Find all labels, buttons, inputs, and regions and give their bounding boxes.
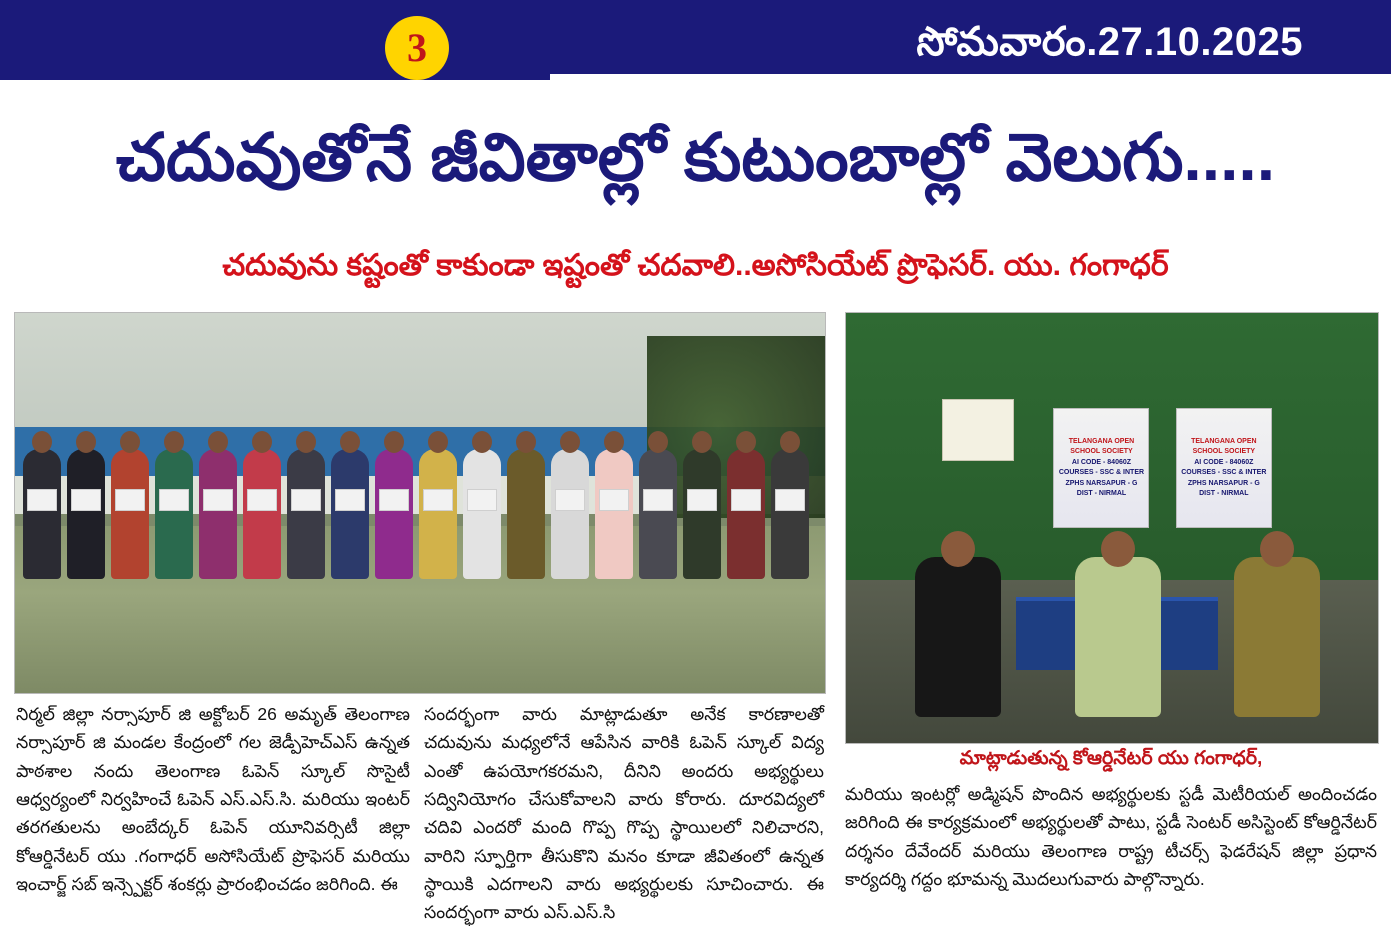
main-headline: చదువుతోనే జీవితాల్లో కుటుంబాల్లో వెలుగు..... bbox=[115, 120, 1276, 194]
book bbox=[71, 489, 101, 511]
top-bar-accent-line bbox=[550, 74, 1391, 80]
book bbox=[467, 489, 497, 511]
person bbox=[243, 449, 281, 579]
top-bar-underline bbox=[0, 80, 1391, 84]
person bbox=[111, 449, 149, 579]
seated-man-left bbox=[915, 557, 1001, 717]
book bbox=[379, 489, 409, 511]
speaker-photo-coordinator bbox=[845, 312, 1379, 744]
book bbox=[27, 489, 57, 511]
book bbox=[335, 489, 365, 511]
group-photo-students-receiving-books bbox=[14, 312, 826, 694]
book bbox=[423, 489, 453, 511]
person bbox=[595, 449, 633, 579]
wall-notice bbox=[942, 399, 1014, 461]
person bbox=[375, 449, 413, 579]
police-officer bbox=[507, 449, 545, 579]
article-column-3-text: మరియు ఇంటర్లో అడ్మిషన్ పొందిన అభ్యర్థులకు స్టడీ మెటీరియల్ అందించడం జరిగింది ఈ కార్యక్రమంలో అభ్యర్థులతో పాటు, స్టడీ సెంటర్ అసిస్టెంట్ కోఆర్డినేటర్ దర్శనం దేవేందర్ మరియు తెలంగాణ రాష్ట్ర టీచర్స్ ఫెడరేషన్ జిల్లా ప్రధాన కార్యదర్శి గద్దం భూమన్న మొదలుగువారు పాల్గొన్నారు. bbox=[845, 784, 1377, 890]
article-column-1 bbox=[16, 700, 410, 898]
publication-date: సోమవారం.27.10.2025 bbox=[916, 20, 1303, 64]
book bbox=[731, 489, 761, 511]
person bbox=[639, 449, 677, 579]
book bbox=[599, 489, 629, 511]
person bbox=[155, 449, 193, 579]
person bbox=[551, 449, 589, 579]
person bbox=[23, 449, 61, 579]
person bbox=[771, 449, 809, 579]
newspaper-top-bar bbox=[0, 0, 1391, 80]
person bbox=[67, 449, 105, 579]
book bbox=[555, 489, 585, 511]
page-number-badge: 3 bbox=[385, 16, 449, 80]
book bbox=[115, 489, 145, 511]
book bbox=[159, 489, 189, 511]
banner-left: TELANGANA OPEN SCHOOL SOCIETY AI CODE - 84060Z COURSES - SSC & INTER ZPHS NARSAPUR - G DIST - NIRMAL bbox=[1053, 408, 1149, 528]
book bbox=[643, 489, 673, 511]
article-column-3 bbox=[845, 780, 1377, 893]
person bbox=[683, 449, 721, 579]
book bbox=[203, 489, 233, 511]
photo-caption-right: మాట్లాడుతున్న కోఆర్డినేటర్ యు గంగాధర్, bbox=[959, 748, 1263, 769]
speaker-coordinator bbox=[1075, 557, 1161, 717]
seated-police-officer bbox=[1234, 557, 1320, 717]
person bbox=[287, 449, 325, 579]
banner-right: TELANGANA OPEN SCHOOL SOCIETY AI CODE - 84060Z COURSES - SSC & INTER ZPHS NARSAPUR - G DIST - NIRMAL bbox=[1176, 408, 1272, 528]
article-column-2-text: సందర్భంగా వారు మాట్లాడుతూ అనేక కారణాలతో చదువును మధ్యలోనే ఆపేసిన వారికి ఓపెన్ స్కూల్ విద్య ఎంతో ఉపయోగకరమని, దీనిని అందరు అభ్యర్థులు సద్వినియోగం చేసుకోవాలని వారు కోరారు. దూరవిద్యలో చదివి ఎందరో మంది గొప్ప గొప్ప స్థాయిలలో నిలిచారని, వారిని స్ఫూర్తిగా తీసుకొని మనం కూడా జీవితంలో ఉన్నత స్థాయికి ఎదగాలని వారు అభ్యర్థులకు సూచించారు. ఈ సందర్భంగా వారు ఎస్.ఎస్.సి bbox=[424, 704, 824, 923]
article-column-1-text: నిర్మల్ జిల్లా నర్సాపూర్ జి అక్టోబర్ 26 అమృత్ తెలంగాణ నర్సాపూర్ జి మండల కేంద్రంలో గల జెడ్పీహెచ్ఎస్ ఉన్నత పాఠశాల నందు తెలంగాణ ఓపెన్ స్కూల్ సొసైటీ ఆధ్వర్యంలో నిర్వహించే ఓపెన్ ఎస్.ఎస్.సి. మరియు ఇంటర్ తరగతులను అంబేద్కర్ ఓపెన్ యూనివర్సిటీ జిల్లా కోఆర్డినేటర్ యు .గంగాధర్ అసోసియేట్ ప్రొఫెసర్ మరియు ఇంచార్జ్ సబ్ ఇన్స్పెక్టర్ శంకర్లు ప్రారంభించడం జరిగింది. ఈ bbox=[16, 704, 410, 895]
sub-headline: చదువును కష్టంతో కాకుండా ఇష్టంతో చదవాలి..అసోసియేట్ ప్రొఫెసర్. యు. గంగాధర్ bbox=[222, 249, 1169, 282]
book bbox=[291, 489, 321, 511]
person bbox=[199, 449, 237, 579]
person bbox=[727, 449, 765, 579]
person bbox=[419, 449, 457, 579]
book bbox=[775, 489, 805, 511]
article-column-2 bbox=[424, 700, 824, 927]
person bbox=[463, 449, 501, 579]
person bbox=[331, 449, 369, 579]
book bbox=[687, 489, 717, 511]
book bbox=[247, 489, 277, 511]
